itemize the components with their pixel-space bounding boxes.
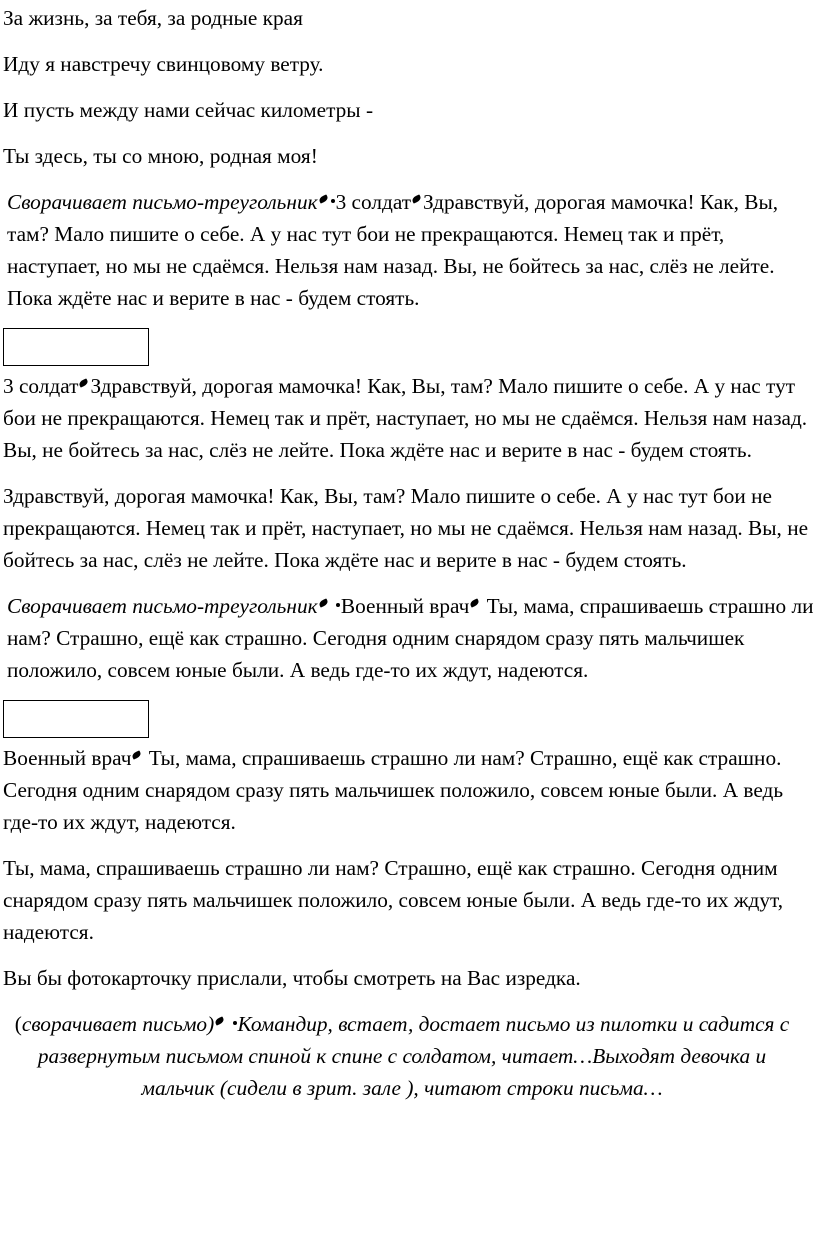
- bullet-mark-icon: [132, 750, 143, 759]
- empty-frame: [3, 328, 149, 366]
- stage-direction: сворачивает письмо: [21, 1012, 208, 1036]
- bullet-mark-icon: [411, 194, 422, 203]
- bullet-mark-icon: [214, 1016, 225, 1025]
- stage-direction: Сворачивает письмо-треугольник: [7, 190, 318, 214]
- letter-text: Ты, мама, спрашиваешь страшно ли нам? Страшно, ещё как страшно. Сегодня одним снарядом сразу пять мальчишек положило, совсем юные были. А ведь где-то их ждут, надеются.: [3, 746, 784, 834]
- letter-text: Здравствуй, дорогая мамочка! Как, Вы, там? Мало пишите о себе. А у нас тут бои не прекращаются. Немец так и прёт, наступает, но мы не сдаёмся. Нельзя нам назад. Вы, не бойтесь за нас, слёз не лейте. Пока ждёте нас и верите в нас - будем стоять.: [3, 374, 808, 462]
- scene1-letter-paragraph: Здравствуй, дорогая мамочка! Как, Вы, там? Мало пишите о себе. А у нас тут бои не прекращаются. Немец так и прёт, наступает, но мы не сдаёмся. Нельзя нам назад. Вы, не бойтесь за нас, слёз не лейте. Пока ждёте нас и верите в нас - будем стоять.: [3, 484, 809, 572]
- verse-line-1: За жизнь, за тебя, за родные края: [3, 6, 303, 30]
- final-stage-direction: [3, 1008, 815, 1104]
- scene2-paragraph: [3, 590, 815, 686]
- letter-text: Ты, мама, спрашиваешь страшно ли нам? Страшно, ещё как страшно. Сегодня одним снарядом сразу пять мальчишек положило, совсем юные были. А ведь где-то их ждут, надеются.: [7, 594, 814, 682]
- verse-line-2: Иду я навстречу свинцовому ветру.: [3, 52, 324, 76]
- bullet-mark-icon: [318, 598, 329, 607]
- verse-line-4: Ты здесь, ты со мною, родная моя!: [3, 144, 318, 168]
- verse-line-3: И пусть между нами сейчас километры -: [3, 98, 374, 122]
- open-paren: (: [14, 1012, 22, 1036]
- bullet-dot-icon: [336, 603, 340, 607]
- bullet-dot-icon: [331, 199, 335, 203]
- close-paren: ): [207, 1012, 215, 1036]
- empty-frame: [3, 700, 149, 738]
- stage-direction: Командир, встает, достает письмо из пилотки и садится с развернутым письмом спиной к спине с солдатом, читает…Выходят девочка и мальчик (сидели в зрит. зале ), читают строки письма…: [37, 1012, 790, 1100]
- scene2-letter-paragraph: Ты, мама, спрашиваешь страшно ли нам? Страшно, ещё как страшно. Сегодня одним снарядом сразу пять мальчишек положило, совсем юные были. А ведь где-то их ждут, надеются.: [3, 856, 784, 944]
- scene1-paragraph: [3, 186, 815, 314]
- document-page: [3, 0, 815, 1118]
- bullet-dot-icon: [233, 1021, 237, 1025]
- stage-direction: Сворачивает письмо-треугольник: [7, 594, 318, 618]
- bullet-mark-icon: [79, 378, 90, 387]
- speaker-name: 3 солдат: [335, 190, 412, 214]
- speaker-name: Военный врач: [340, 594, 470, 618]
- speaker-name: Военный врач: [3, 746, 132, 770]
- bullet-mark-icon: [469, 598, 480, 607]
- poem-verse: [3, 2, 815, 172]
- scene1-repeat-paragraph: [3, 370, 815, 466]
- scene2-repeat-paragraph: [3, 742, 815, 838]
- letter-text: Здравствуй, дорогая мамочка! Как, Вы, там? Мало пишите о себе. А у нас тут бои не прекращаются. Немец так и прёт, наступает, но мы не сдаёмся. Нельзя нам назад. Вы, не бойтесь за нас, слёз не лейте. Пока ждёте нас и верите в нас - будем стоять.: [7, 190, 779, 310]
- closing-line: Вы бы фотокарточку прислали, чтобы смотреть на Вас изредка.: [3, 966, 581, 990]
- speaker-name: 3 солдат: [3, 374, 79, 398]
- bullet-mark-icon: [318, 194, 329, 203]
